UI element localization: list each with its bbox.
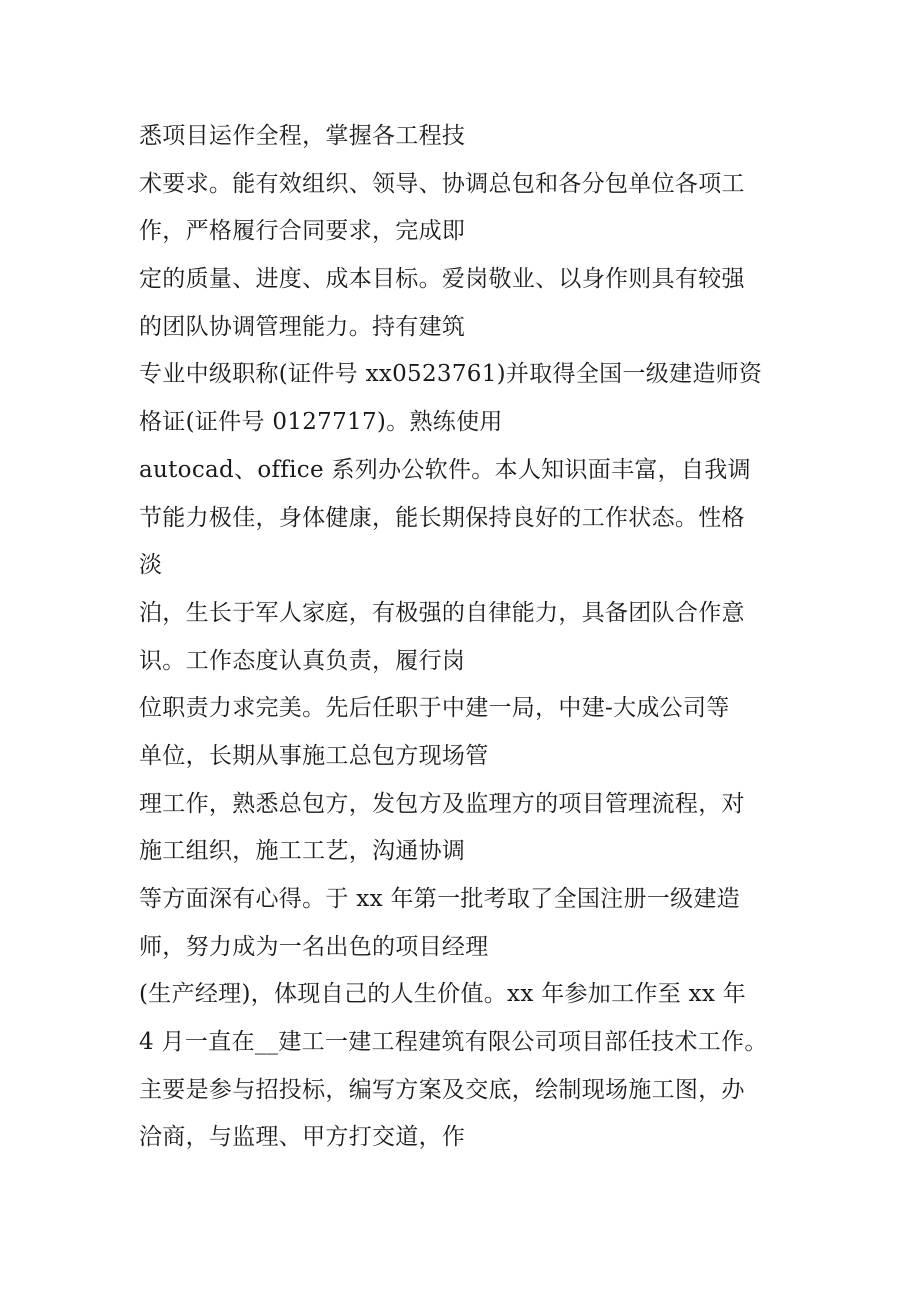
text-line: autocad、office 系列办公软件。本人知识面丰富，自我调 bbox=[139, 456, 751, 483]
text-line: 洽商，与监理、甲方打交道，作 bbox=[139, 1124, 466, 1151]
text-line: 定的质量、进度、成本目标。爱岗敬业、以身作则具有较强 bbox=[139, 266, 745, 293]
text-line: 节能力极佳，身体健康，能长期保持良好的工作状态。性格 bbox=[139, 504, 745, 531]
text-line: 施工组织，施工工艺，沟通协调 bbox=[139, 838, 466, 865]
text-line: 位职责力求完美。先后任职于中建一局，中建-大成公司等 bbox=[139, 695, 730, 722]
text-line: 作，严格履行合同要求，完成即 bbox=[139, 218, 466, 245]
text-line: 悉项目运作全程，掌握各工程技 bbox=[139, 123, 466, 149]
document-body bbox=[139, 113, 799, 1162]
text-line: 专业中级职称(证件号 xx0523761)并取得全国一级建造师资 bbox=[139, 361, 763, 388]
text-line: 的团队协调管理能力。持有建筑 bbox=[139, 313, 466, 340]
text-line: 淡 bbox=[139, 552, 163, 579]
text-line: 识。工作态度认真负责，履行岗 bbox=[139, 647, 466, 674]
text-line: 泊，生长于军人家庭，有极强的自律能力，具备团队合作意 bbox=[139, 599, 745, 626]
text-line: 师，努力成为一名出色的项目经理 bbox=[139, 933, 489, 960]
text-line: 主要是参与招投标，编写方案及交底，绘制现场施工图，办 bbox=[139, 1076, 745, 1103]
text-line: 理工作，熟悉总包方，发包方及监理方的项目管理流程，对 bbox=[139, 790, 745, 817]
text-line: (生产经理)，体现自己的人生价值。xx 年参加工作至 xx 年 bbox=[139, 981, 747, 1008]
text-line: 格证(证件号 0127717)。熟练使用 bbox=[139, 409, 503, 436]
text-line: 等方面深有心得。于 xx 年第一批考取了全国注册一级建造 bbox=[139, 886, 740, 912]
text-line: 4 月一直在__建工一建工程建筑有限公司项目部任技术工作。 bbox=[139, 1029, 768, 1056]
text-line: 单位，长期从事施工总包方现场管 bbox=[139, 742, 489, 769]
text-line: 术要求。能有效组织、领导、协调总包和各分包单位各项工 bbox=[139, 170, 745, 197]
